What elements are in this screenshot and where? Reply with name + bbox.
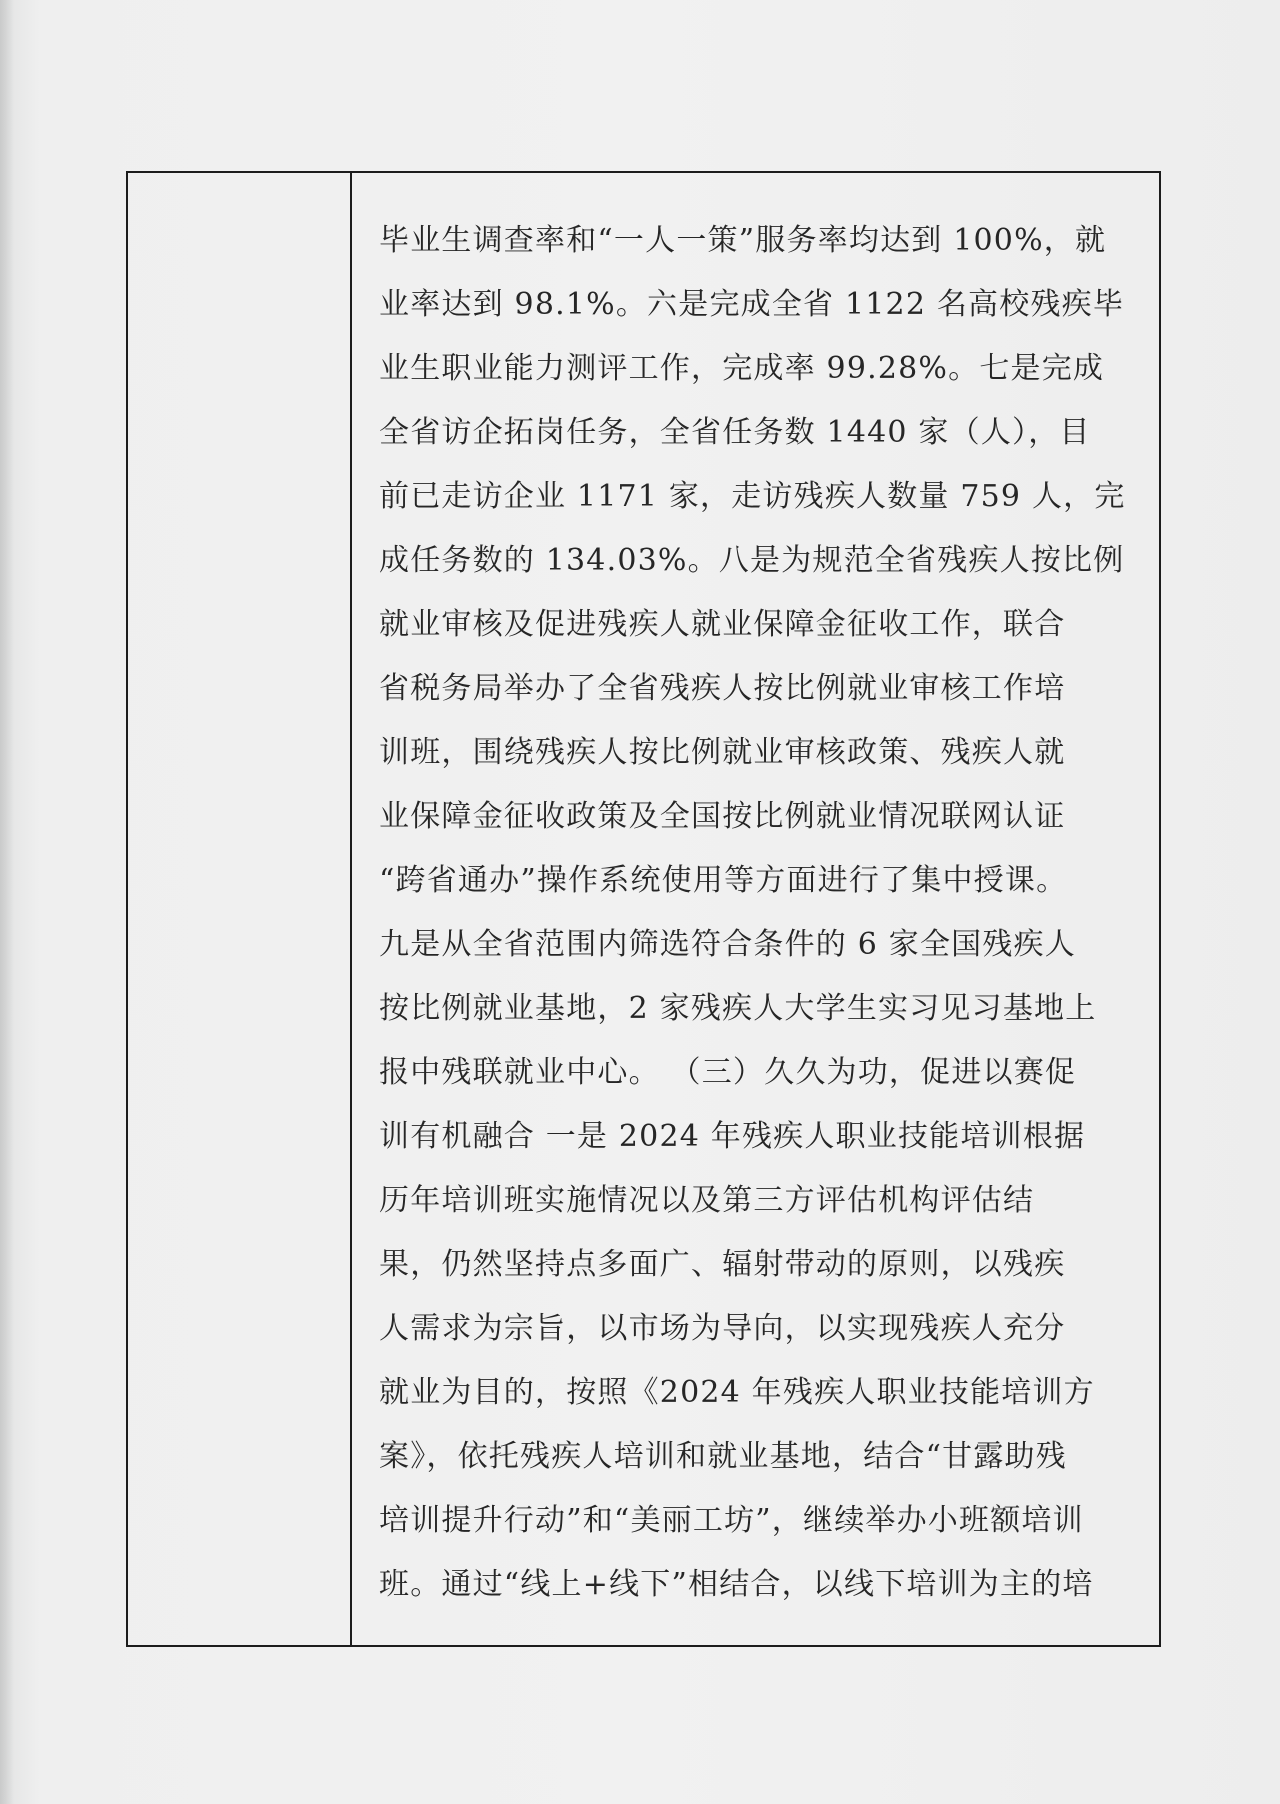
text-line: 报中残联就业中心。 （三）久久为功，促进以赛促 <box>379 1055 1077 1090</box>
table-content-column <box>352 173 1159 1645</box>
text-line: 业率达到 98.1%。六是完成全省 1122 名高校残疾毕 <box>379 287 1125 322</box>
page-edge-shadow <box>0 0 14 1804</box>
text-line: 全省访企拓岗任务，全省任务数 1440 家（人），目 <box>379 415 1091 450</box>
text-line: 训有机融合 一是 2024 年残疾人职业技能培训根据 <box>379 1119 1086 1154</box>
text-line: 班。通过“线上+线下”相结合，以线下培训为主的培 <box>379 1567 1094 1602</box>
text-line: 前已走访企业 1171 家，走访残疾人数量 759 人，完 <box>379 479 1126 514</box>
text-line: 培训提升行动”和“美丽工坊”，继续举办小班额培训 <box>379 1503 1084 1538</box>
text-line: 果，仍然坚持点多面广、辐射带动的原则，以残疾 <box>379 1247 1066 1282</box>
text-line: 成任务数的 134.03%。八是为规范全省残疾人按比例 <box>379 543 1125 578</box>
text-line: 毕业生调查率和“一人一策”服务率均达到 100%，就 <box>379 223 1107 258</box>
text-line: 业保障金征收政策及全国按比例就业情况联网认证 <box>379 799 1066 834</box>
text-line: 人需求为宗旨，以市场为导向，以实现残疾人充分 <box>379 1311 1066 1346</box>
text-line: 九是从全省范围内筛选符合条件的 6 家全国残疾人 <box>379 927 1076 962</box>
text-line: 省税务局举办了全省残疾人按比例就业审核工作培 <box>379 671 1066 706</box>
form-table <box>126 171 1161 1647</box>
text-line: 历年培训班实施情况以及第三方评估机构评估结 <box>379 1183 1035 1218</box>
text-line: “跨省通办”操作系统使用等方面进行了集中授课。 <box>379 863 1068 898</box>
text-line: 就业为目的，按照《2024 年残疾人职业技能培训方 <box>379 1375 1095 1410</box>
text-line: 案》，依托残疾人培训和就业基地，结合“甘露助残 <box>379 1439 1067 1474</box>
text-line: 训班，围绕残疾人按比例就业审核政策、残疾人就 <box>379 735 1066 770</box>
text-line: 按比例就业基地，2 家残疾人大学生实习见习基地上 <box>379 991 1097 1026</box>
text-line: 业生职业能力测评工作，完成率 99.28%。七是完成 <box>379 351 1105 386</box>
table-label-column <box>128 173 352 1645</box>
text-line: 就业审核及促进残疾人就业保障金征收工作，联合 <box>379 607 1066 642</box>
